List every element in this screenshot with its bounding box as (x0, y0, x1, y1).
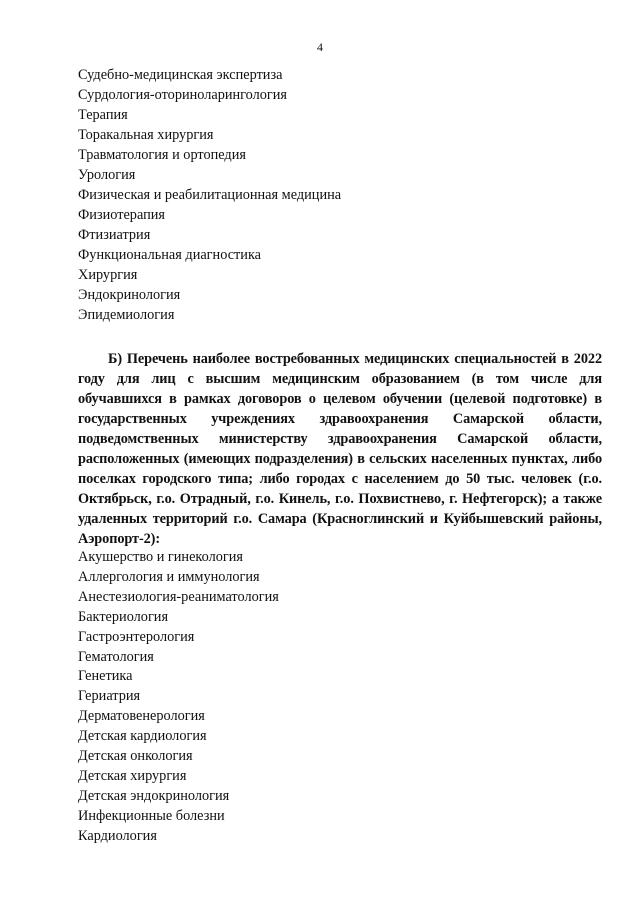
list-item: Акушерство и гинекология (78, 549, 243, 565)
list-item: Физиотерапия (78, 207, 165, 223)
specialties-list-b (78, 548, 279, 847)
list-item: Судебно-медицинская экспертиза (78, 67, 283, 83)
list-item: Гематология (78, 648, 154, 665)
list-item: Анестезиология-реаниматология (78, 588, 279, 605)
list-item: Торакальная хирургия (78, 127, 214, 143)
list-item: Функциональная диагностика (78, 247, 262, 263)
list-item: Фтизиатрия (78, 227, 151, 243)
list-item: Детская хирургия (78, 767, 187, 784)
list-item: Аллергология и иммунология (78, 568, 260, 585)
list-item: Детская эндокринология (78, 787, 230, 804)
list-item: Травматология и ортопедия (78, 147, 246, 163)
list-item: Инфекционные болезни (78, 807, 225, 824)
list-item: Урология (78, 167, 136, 183)
list-item: Эпидемиология (78, 307, 175, 323)
list-item: Дерматовенерология (78, 708, 205, 725)
list-item: Эндокринология (78, 287, 181, 303)
list-item: Гастроэнтерология (78, 628, 195, 645)
list-item: Сурдология-оториноларингология (78, 87, 288, 103)
list-item: Физическая и реабилитационная медицина (78, 187, 342, 203)
list-item: Генетика (78, 668, 133, 685)
list-item: Кардиология (78, 827, 157, 844)
list-item: Терапия (78, 107, 128, 123)
specialties-list-a (78, 65, 341, 325)
list-item: Хирургия (78, 267, 138, 283)
page-number: 4 (317, 40, 323, 54)
list-item: Детская кардиология (78, 728, 207, 745)
section-b-heading: Б) Перечень наиболее востребованных медицинских специальностей в 2022 году для лиц с высшим медицинским образованием (в том числе для обучавшихся в рамках договоров о целевом обучении (целевой подготовке) в государственных учреждениях здравоохранения Самарской области, подведомственных министерству здравоохранения Самарской области, расположенных (имеющих подразделения) в сельских населенных пунктах, либо поселках городского типа; либо городах с населением до 50 тыс. человек (г.о. Октябрьск, г.о. Отрадный, г.о. Кинель, г.о. Похвистнево, г. Нефтегорск); а также удаленных территорий г.о. Самара (Красноглинский и Куйбышевский районы, Аэропорт-2): (78, 351, 602, 547)
list-item: Детская онкология (78, 748, 193, 765)
list-item: Гериатрия (78, 688, 141, 705)
list-item: Бактериология (78, 608, 169, 625)
